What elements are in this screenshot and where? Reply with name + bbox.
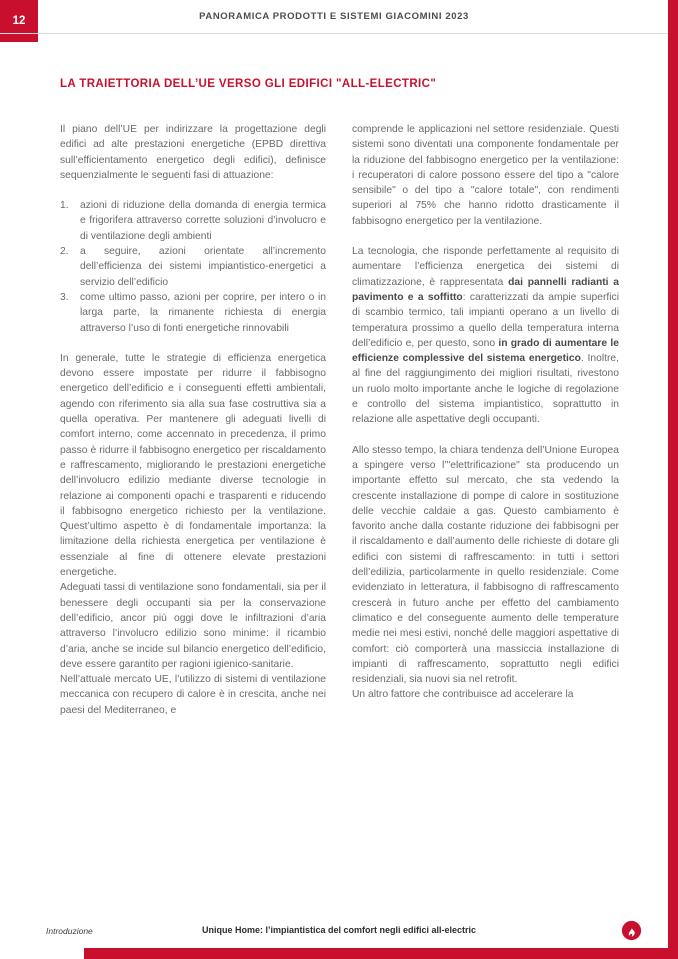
paragraph: Allo stesso tempo, la chiara tendenza dell’Unione Europea a spingere verso l’"elettrificazione" sta producendo un importante effetto sul mercato, che sta vedendo la crescente installazione di pompe di calore in sostituzione delle vecchie caldaie a gas. Questo cambiamento è favorito anche dalla costante riduzione dei fabbisogni per il riscaldamento e dall’aumento delle richieste di dotare gli edifici con sistemi di raffrescamento: in tutti i settori dell’edilizia, particolarmente in quello residenziale. Come evidenziato in letteratura, il fabbisogno di raffrescamento crescerà in futuro anche per effetto del cambiamento climatico e del conseguente aumento delle temperature medie nei mesi estivi, nonché delle maggiori aspettative di comfort: ciò comporterà una massiccia installazione di impianti di raffrescamento, soprattutto negli edifici residenziali, sia nuovi sia nel retrofit. [352,444,619,686]
paragraph: La tecnologia, che risponde perfettamente al requisito di aumentare l’efficienza energetica dei sistemi di climatizzazione, è rappresentata dai pannelli radianti a pavimento e a soffitto: caratterizzati da ampie superfici di scambio termico, tali impianti operano a un livello di temperatura prossimo a quello della temperatura interna dell’edificio e, per questo, sono in grado di aumentare le efficienze complessive del sistema energetico. Inoltre, al fine del raggiungimento dei migliori risultati, rivestono un ruolo molto importante anche le logiche di regolazione e controllo del sistema impiantistico, soprattutto in relazione alle aspettative degli occupanti. [352,246,619,426]
paragraph: Nell’attuale mercato UE, l’utilizzo di sistemi di ventilazione meccanica con recupero di calore è in crescita, anche nei paesi del Mediterraneo, e [60,674,326,716]
list-item [60,244,326,290]
footer-section-label: Introduzione [46,926,93,936]
giacomini-logo [621,920,642,941]
paragraph: Il piano dell’UE per indirizzare la progettazione degli edifici ad alte prestazioni energetiche (EPBD direttiva sull’efficientamento energetico degli edifici), definisce sequenzialmente le seguenti fasi di attuazione: [60,124,326,181]
text-column-right [352,122,619,898]
list-item-text: come ultimo passo, azioni per coprire, per intero o in larga parte, la rimanente richiesta di energia attraverso l’uso di fonti energetiche rinnovabili [80,291,326,334]
footer [0,920,678,944]
list-number: 1. [60,200,69,212]
right-accent-stripe [668,0,678,959]
header-title: PANORAMICA PRODOTTI E SISTEMI GIACOMINI 2023 [199,11,469,22]
footer-title: Unique Home: l’impiantistica del comfort negli edifici all-electric [201,925,477,935]
paragraph: comprende le applicazioni nel settore residenziale. Questi sistemi sono diventati una componente fondamentale per la riduzione del fabbisogno energetico per la ventilazione: i recuperatori di calore possono essere del tipo a "calore sensibile" o del tipo a "calore totale", con rendimenti superiori al 75% che hanno ridotto drasticamente il fabbisogno energetico per la ventilazione. [352,124,619,227]
bottom-accent-bar [84,948,678,959]
list-item-text: a seguire, azioni orientate all’incremento dell’efficienza dei sistemi impiantistico-energetici a servizio dell’edificio [80,246,326,288]
section-heading: LA TRAIETTORIA DELL’UE VERSO GLI EDIFICI "ALL-ELECTRIC" [60,78,437,90]
text-column-left [60,122,326,898]
list-item-text: azioni di riduzione della domanda di energia termica e frigorifera attraverso corrette soluzioni d’involucro e di ventilazione degli ambienti [80,200,326,242]
page-number: 12 [12,15,26,27]
paragraph: Un altro fattore che contribuisce ad accelerare la [352,689,574,701]
list-item [60,198,326,244]
list-number: 3. [60,291,69,303]
paragraph: Adeguati tassi di ventilazione sono fondamentali, sia per il benessere degli occupanti sia per la conservazione dell’edificio, ancor più oggi dove le infiltrazioni d’aria attraverso l’involucro edilizio sono minime: il ricambio d’aria, anche se incide sul bilancio energetico dell’edificio, deve essere garantito per ragioni igienico-sanitarie. [60,582,326,670]
header-divider [0,33,668,34]
list-number: 2. [60,246,69,258]
paragraph: In generale, tutte le strategie di efficienza energetica devono essere impostate per ridurre il fabbisogno energetico dell’edificio e i conseguenti effetti ambientali, agendo con riferimento sia alla sua fase costruttiva sia a quella operativa. Per mantenere gli adeguati livelli di comfort interno, come accennato in precedenza, il primo passo è ridurre il fabbisogno energetico per riscaldamento e raffrescamento, migliorando le prestazioni energetiche dell’involucro edilizio mediante diverse tecnologie in relazione ai componenti opachi e trasparenti e riducendo il fabbisogno energetico richiesto per la ventilazione. Quest’ultimo aspetto è di fondamentale importanza: la limitazione della richiesta energetica per ventilazione è essenziale al fine di ottenere elevate prestazioni energetiche. [60,352,326,579]
list-item [60,290,326,336]
